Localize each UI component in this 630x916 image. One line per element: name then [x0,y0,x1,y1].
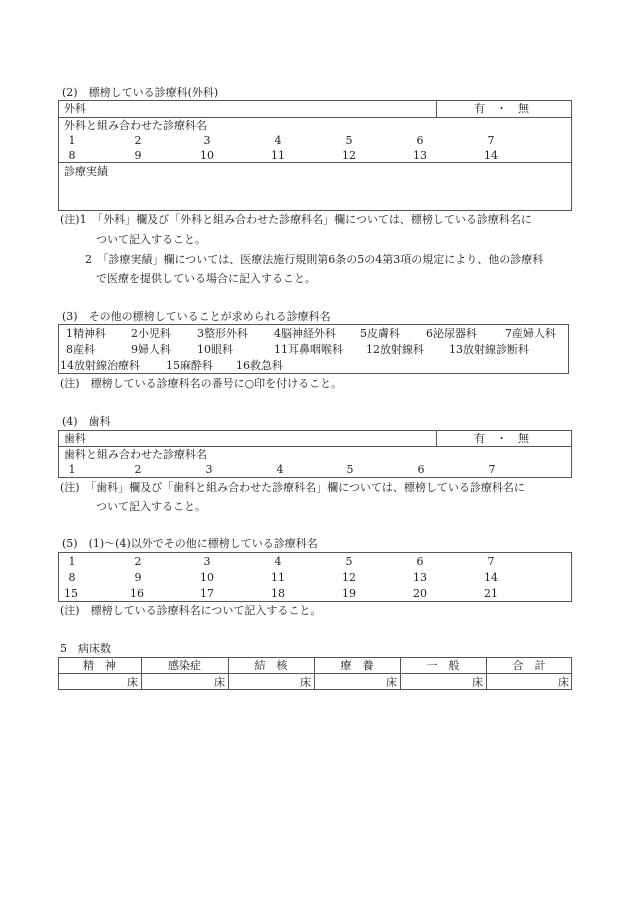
surgery-num[interactable]: 6 [416,134,424,147]
department-option[interactable]: 5皮膚科 [360,327,400,340]
surgery-num[interactable]: 12 [342,149,356,162]
surgery-num[interactable]: 9 [134,149,142,162]
beds-header-long-term: 療 養 [340,659,374,672]
surgery-num[interactable]: 8 [68,149,76,162]
surgery-num[interactable]: 4 [274,134,282,147]
department-option[interactable]: 13放射線診断科 [449,343,529,356]
department-option[interactable]: 1精神科 [66,327,106,340]
department-option[interactable]: 14放射線治療科 [60,359,140,372]
section2-heading: (2) 標榜している診療科(外科) [62,86,219,99]
department-option[interactable]: 10眼科 [197,343,233,356]
other-num[interactable]: 12 [342,571,356,584]
section2-note2: 2 「診療実績」欄については、医療法施行規則第6条の5の4第3項の規定により、他の診療科 [85,253,544,266]
other-num[interactable]: 4 [274,555,282,568]
other-num[interactable]: 2 [134,555,142,568]
other-num[interactable]: 21 [484,587,498,600]
section3-heading: (3) その他の標榜していることが求められる診療科名 [62,310,331,323]
department-option[interactable]: 12放射線科 [366,343,424,356]
department-option[interactable]: 6泌尿器科 [426,327,477,340]
section4-heading: (4) 歯科 [62,415,111,428]
surgery-num[interactable]: 5 [345,134,353,147]
dental-yes-no[interactable]: 有 ・ 無 [474,432,529,445]
other-num[interactable]: 11 [271,571,285,584]
other-num[interactable]: 15 [64,587,78,600]
dental-num[interactable]: 1 [68,463,76,476]
section2-note1: (注)1 「外科」欄及び「外科と組み合わせた診療科名」欄については、標榜している診療科名に [60,213,532,226]
beds-header-psychiatric: 精 神 [83,659,116,672]
surgery-num[interactable]: 1 [68,134,76,147]
other-num[interactable]: 16 [130,587,144,600]
other-num[interactable]: 1 [68,555,76,568]
surgery-num[interactable]: 7 [487,134,495,147]
other-num[interactable]: 13 [413,571,427,584]
other-num[interactable]: 14 [484,571,498,584]
beds-unit[interactable]: 床 [127,676,138,689]
other-num[interactable]: 3 [203,555,211,568]
other-num[interactable]: 17 [200,587,214,600]
beds-heading: 5 病床数 [60,642,111,655]
surgery-record-field[interactable] [59,180,571,210]
surgery-num[interactable]: 11 [271,149,285,162]
department-option[interactable]: 7産婦人科 [505,327,556,340]
section4-note-cont: ついて記入すること。 [96,500,206,513]
beds-unit[interactable]: 床 [558,676,569,689]
beds-unit[interactable]: 床 [214,676,225,689]
department-option[interactable]: 15麻酔科 [166,359,213,372]
dental-num[interactable]: 7 [488,463,496,476]
surgery-yes-no[interactable]: 有 ・ 無 [474,102,529,115]
section5-note: (注) 標榜している診療科名について記入すること。 [60,604,322,617]
department-option[interactable]: 2小児科 [131,327,171,340]
dental-num[interactable]: 6 [417,463,425,476]
beds-header-tuberculosis: 結 核 [254,659,288,672]
other-num[interactable]: 5 [345,555,353,568]
dental-num[interactable]: 5 [346,463,354,476]
section5-heading: (5) (1)～(4)以外でその他に標榜している診療科名 [62,537,318,550]
beds-header-total: 合 計 [512,659,546,672]
other-num[interactable]: 8 [68,571,76,584]
dental-combined-label: 歯科と組み合わせた診療科名 [64,448,207,461]
surgery-num[interactable]: 3 [203,134,211,147]
other-num[interactable]: 18 [271,587,285,600]
section4-note: (注) 「歯科」欄及び「歯科と組み合わせた診療科名」欄については、標榜している診療科名に [60,481,525,494]
beds-unit[interactable]: 床 [386,676,397,689]
beds-header-general: 一 般 [426,659,460,672]
other-num[interactable]: 19 [342,587,356,600]
surgery-record-label: 診療実績 [64,165,108,178]
department-option[interactable]: 11耳鼻咽喉科 [274,343,343,356]
department-option[interactable]: 3整形外科 [197,327,248,340]
surgery-num[interactable]: 13 [413,149,427,162]
other-num[interactable]: 7 [487,555,495,568]
other-num[interactable]: 20 [413,587,427,600]
surgery-combined-label: 外科と組み合わせた診療科名 [64,119,207,132]
beds-header-infectious: 感染症 [168,659,201,672]
dental-num[interactable]: 4 [276,463,284,476]
surgery-num[interactable]: 14 [484,149,498,162]
other-num[interactable]: 9 [134,571,142,584]
section2-note2-cont: で医療を提供している場合に記入すること。 [96,272,316,285]
other-num[interactable]: 10 [200,571,214,584]
beds-unit[interactable]: 床 [472,676,483,689]
dental-num[interactable]: 3 [205,463,213,476]
surgery-num[interactable]: 2 [134,134,142,147]
beds-unit[interactable]: 床 [300,676,311,689]
department-option[interactable]: 9婦人科 [131,343,171,356]
surgery-label: 外科 [64,102,86,115]
department-option[interactable]: 4脳神経外科 [274,327,336,340]
department-option[interactable]: 16救急科 [236,359,283,372]
surgery-num[interactable]: 10 [200,149,214,162]
section3-note: (注) 標榜している診療科名の番号に○印を付けること。 [60,377,343,390]
section2-note1-cont: ついて記入すること。 [96,233,206,246]
dental-label: 歯科 [64,432,86,445]
other-num[interactable]: 6 [416,555,424,568]
dental-num[interactable]: 2 [134,463,142,476]
department-option[interactable]: 8産科 [66,343,95,356]
